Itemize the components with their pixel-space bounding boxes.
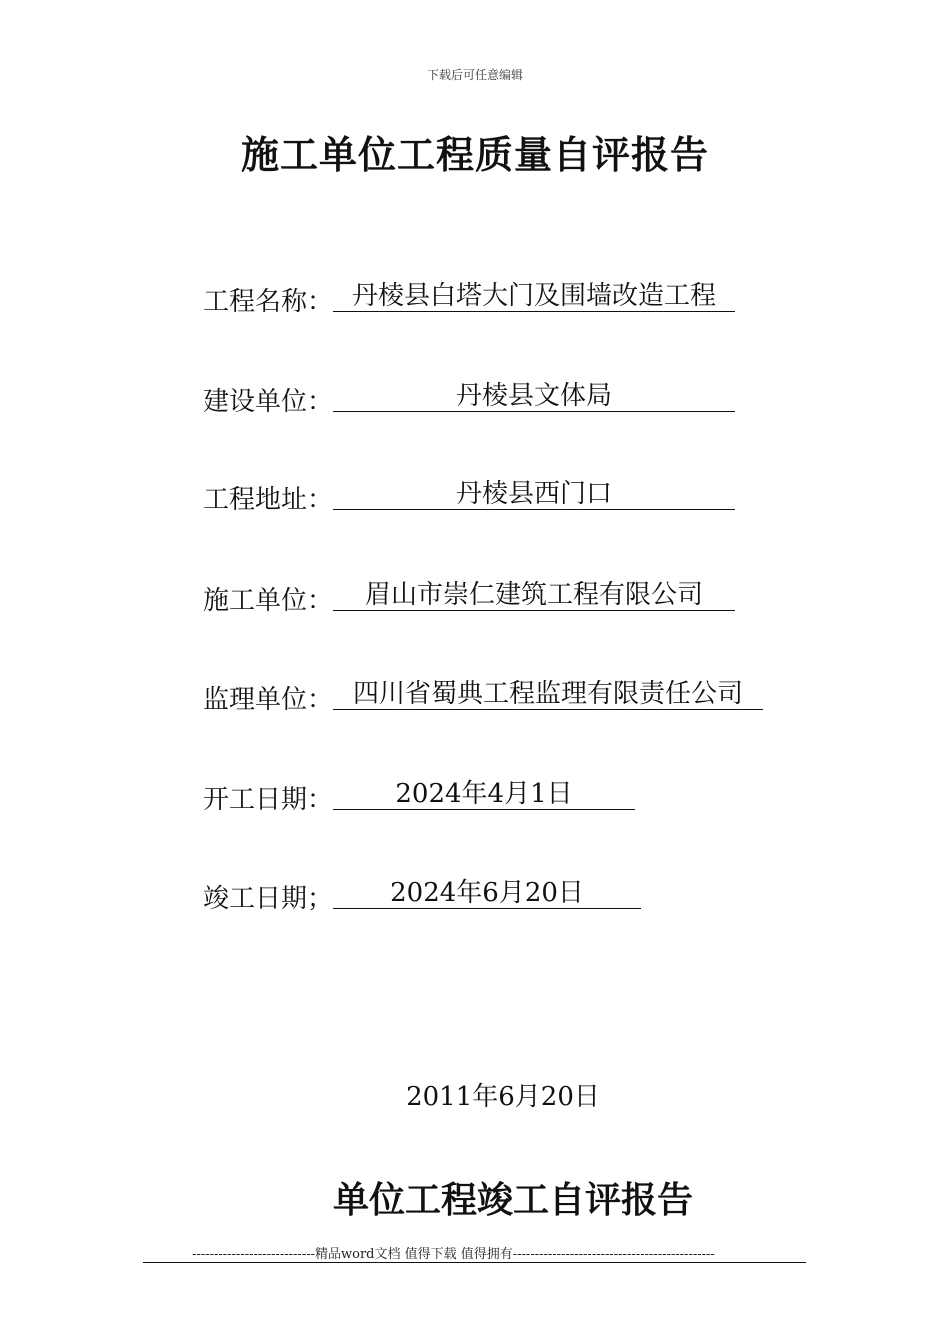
page-title: 施工单位工程质量自评报告 (240, 132, 709, 177)
field-value: 丹棱县白塔大门及围墙改造工程 (333, 281, 735, 312)
field-project-name (203, 281, 735, 321)
field-value: 2024年4月1日 (333, 779, 635, 810)
report-date: 2011年6月20日 (406, 1082, 600, 1112)
field-label: 工程名称： (203, 287, 334, 317)
field-value: 眉山市崇仁建筑工程有限公司 (333, 580, 735, 611)
field-label: 开工日期： (203, 785, 334, 815)
field-project-address (203, 479, 735, 519)
footer-text: ----------------------------精品word文档 值得下载 值得拥有---------------------------------------------- (192, 1247, 715, 1262)
footer-divider (143, 1262, 806, 1263)
field-value: 2024年6月20日 (333, 878, 641, 909)
field-label: 工程地址： (203, 485, 334, 515)
field-completion-date (203, 878, 641, 918)
field-label: 竣工日期； (203, 884, 334, 914)
field-contractor (203, 580, 735, 620)
field-construction-owner (203, 381, 735, 421)
field-start-date (203, 779, 635, 819)
header-note: 下载后可任意编辑 (426, 68, 523, 82)
field-value: 丹棱县文体局 (333, 381, 735, 412)
field-supervisor (203, 679, 763, 719)
field-label: 建设单位： (203, 387, 334, 417)
field-label: 施工单位： (203, 586, 334, 616)
section-title: 单位工程竣工自评报告 (332, 1179, 693, 1221)
field-value: 丹棱县西门口 (333, 479, 735, 510)
field-label: 监理单位： (203, 685, 334, 715)
field-value: 四川省蜀典工程监理有限责任公司 (333, 679, 763, 710)
